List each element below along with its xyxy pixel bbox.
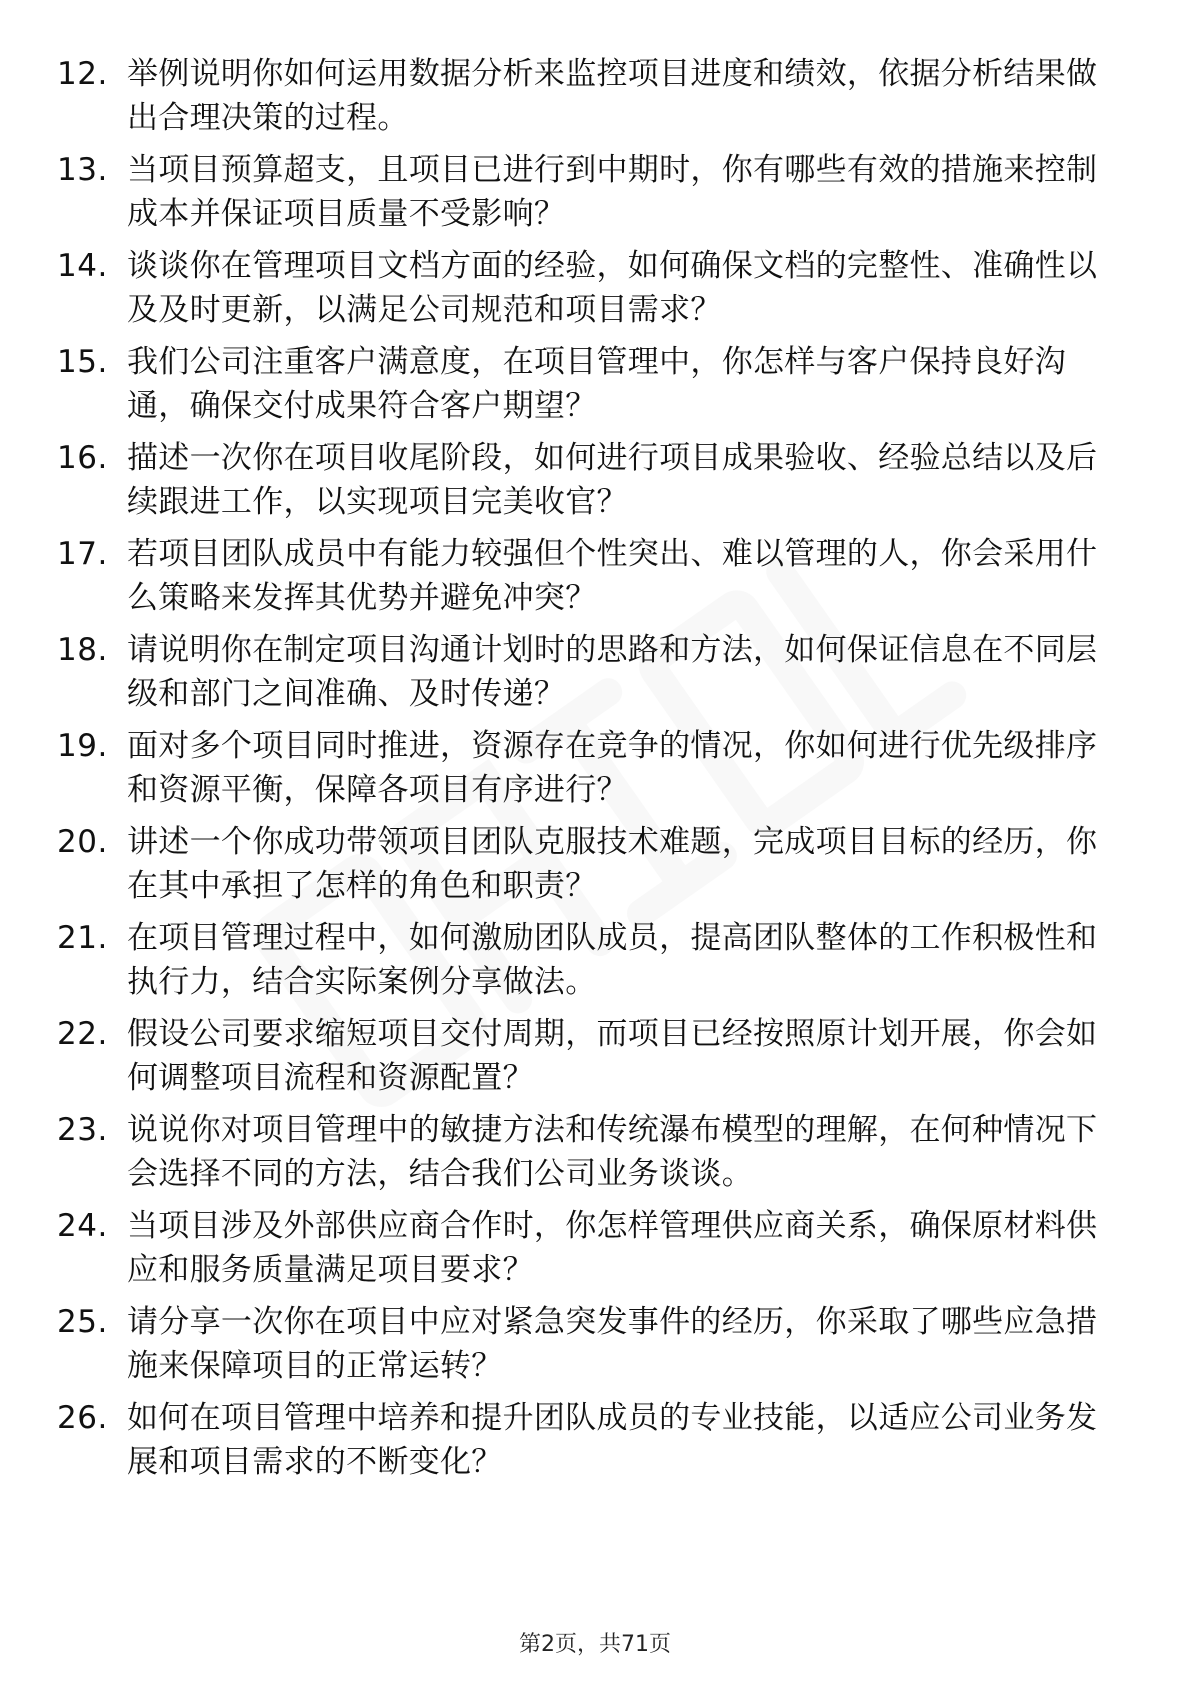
question-item	[0, 1108, 1190, 1208]
question-text: 在项目管理过程中，如何激励团队成员，提高团队整体的工作积极性和执行力，结合实际案例分享做法。	[127, 920, 1098, 1000]
question-text: 讲述一个你成功带领项目团队克服技术难题，完成项目目标的经历，你在其中承担了怎样的角色和职责？	[127, 824, 1098, 904]
question-number: 16.	[57, 440, 108, 476]
question-text: 请分享一次你在项目中应对紧急突发事件的经历，你采取了哪些应急措施来保障项目的正常运转？	[127, 1304, 1098, 1384]
question-number: 24.	[57, 1208, 108, 1244]
question-item	[0, 244, 1190, 344]
question-text: 说说你对项目管理中的敏捷方法和传统瀑布模型的理解，在何种情况下会选择不同的方法，结合我们公司业务谈谈。	[127, 1112, 1098, 1192]
question-text: 举例说明你如何运用数据分析来监控项目进度和绩效，依据分析结果做出合理决策的过程。	[127, 56, 1098, 136]
page-footer	[0, 1630, 1190, 1660]
question-number: 17.	[57, 536, 108, 572]
question-text: 我们公司注重客户满意度，在项目管理中，你怎样与客户保持良好沟通，确保交付成果符合客户期望？	[127, 344, 1066, 424]
question-item	[0, 820, 1190, 920]
question-text: 假设公司要求缩短项目交付周期，而项目已经按照原计划开展，你会如何调整项目流程和资源配置？	[127, 1016, 1098, 1096]
question-number: 23.	[57, 1112, 108, 1148]
question-text: 描述一次你在项目收尾阶段，如何进行项目成果验收、经验总结以及后续跟进工作，以实现项目完美收官？	[127, 440, 1098, 520]
question-item	[0, 1300, 1190, 1400]
question-item	[0, 340, 1190, 440]
question-number: 12.	[57, 56, 108, 92]
question-item	[0, 148, 1190, 248]
question-item	[0, 1396, 1190, 1496]
page-number-label: 第2页，共71页	[519, 1632, 671, 1657]
question-number: 22.	[57, 1016, 108, 1052]
question-number: 20.	[57, 824, 108, 860]
question-text: 请说明你在制定项目沟通计划时的思路和方法，如何保证信息在不同层级和部门之间准确、及时传递？	[127, 632, 1098, 712]
question-item	[0, 724, 1190, 824]
question-item	[0, 628, 1190, 728]
question-number: 13.	[57, 152, 108, 188]
question-number: 14.	[57, 248, 108, 284]
question-number: 21.	[57, 920, 108, 956]
question-item	[0, 52, 1190, 152]
question-item	[0, 532, 1190, 632]
question-text: 如何在项目管理中培养和提升团队成员的专业技能，以适应公司业务发展和项目需求的不断变化？	[127, 1400, 1098, 1480]
question-text: 谈谈你在管理项目文档方面的经验，如何确保文档的完整性、准确性以及及时更新，以满足公司规范和项目需求？	[127, 248, 1098, 328]
question-text: 面对多个项目同时推进，资源存在竞争的情况，你如何进行优先级排序和资源平衡，保障各项目有序进行？	[127, 728, 1098, 808]
question-item	[0, 1012, 1190, 1112]
question-text: 当项目涉及外部供应商合作时，你怎样管理供应商关系，确保原材料供应和服务质量满足项目要求？	[127, 1208, 1098, 1288]
question-text: 若项目团队成员中有能力较强但个性突出、难以管理的人，你会采用什么策略来发挥其优势并避免冲突？	[127, 536, 1098, 616]
question-item	[0, 916, 1190, 1016]
question-number: 15.	[57, 344, 108, 380]
question-item	[0, 1204, 1190, 1304]
question-text: 当项目预算超支，且项目已进行到中期时，你有哪些有效的措施来控制成本并保证项目质量不受影响？	[127, 152, 1098, 232]
question-number: 25.	[57, 1304, 108, 1340]
question-number: 19.	[57, 728, 108, 764]
question-item	[0, 436, 1190, 536]
question-number: 26.	[57, 1400, 108, 1436]
question-number: 18.	[57, 632, 108, 668]
